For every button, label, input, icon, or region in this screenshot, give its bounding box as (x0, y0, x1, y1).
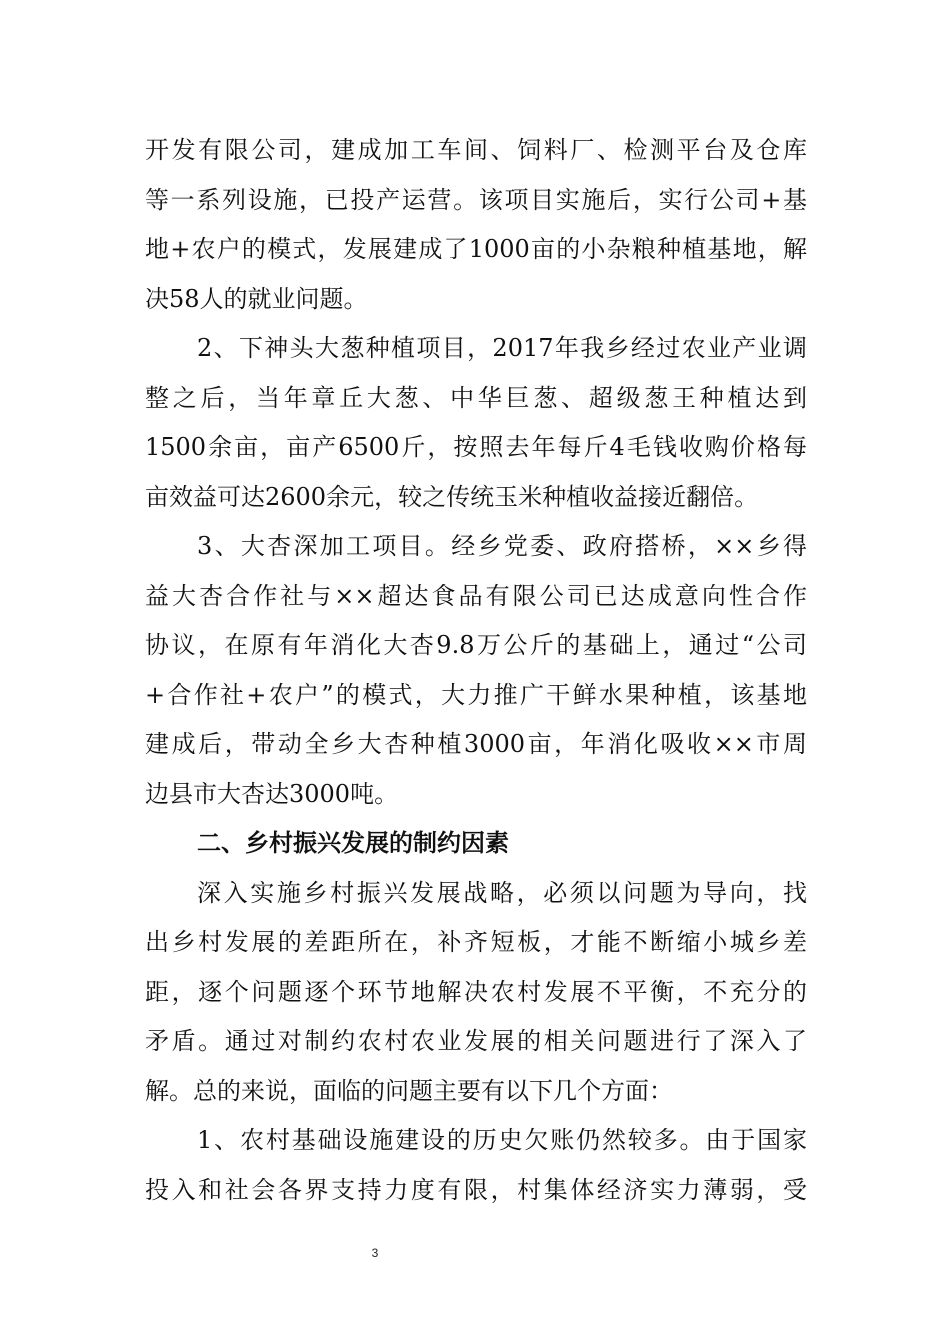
paragraph-line: 地+农户的模式，发展建成了1000亩的小杂粮种植基地，解 (145, 235, 807, 263)
paragraph-line: 建成后，带动全乡大杏种植3000亩，年消化吸收××市周 (145, 730, 807, 758)
paragraph-line: 2、下神头大葱种植项目，2017年我乡经过农业产业调 (197, 334, 807, 362)
paragraph-line: 深入实施乡村振兴发展战略，必须以问题为导向，找 (197, 878, 807, 907)
paragraph-line: 投入和社会各界支持力度有限，村集体经济实力薄弱，受 (145, 1175, 807, 1204)
document-body (145, 126, 807, 1215)
paragraph-line: +合作社+农户”的模式，大力推广干鲜水果种植，该基地 (145, 680, 807, 709)
paragraph-line: 整之后，当年章丘大葱、中华巨葱、超级葱王种植达到 (145, 383, 807, 412)
paragraph-line: 亩效益可达2600余元，较之传统玉米种植收益接近翻倍。 (145, 482, 759, 511)
paragraph-line: 1、农村基础设施建设的历史欠账仍然较多。由于国家 (197, 1126, 807, 1154)
paragraph-line: 3、大杏深加工项目。经乡党委、政府搭桥，××乡得 (197, 532, 807, 560)
paragraph-line: 益大杏合作社与××超达食品有限公司已达成意向性合作 (145, 581, 807, 610)
paragraph-line: 矛盾。通过对制约农村农业发展的相关问题进行了深入了 (145, 1027, 807, 1055)
paragraph-line: 出乡村发展的差距所在，补齐短板，才能不断缩小城乡差 (145, 928, 807, 956)
paragraph-line: 决58人的就业问题。 (145, 284, 368, 313)
paragraph-line: 等一系列设施，已投产运营。该项目实施后，实行公司+基 (145, 185, 807, 214)
paragraph-line: 距，逐个问题逐个环节地解决农村发展不平衡，不充分的 (145, 977, 807, 1006)
paragraph-line: 协议，在原有年消化大杏9.8万公斤的基础上，通过“公司 (145, 631, 807, 659)
paragraph-line: 解。总的来说，面临的问题主要有以下几个方面： (145, 1076, 673, 1105)
paragraph-line: 1500余亩，亩产6500斤，按照去年每斤4毛钱收购价格每 (145, 433, 807, 461)
paragraph-line: 边县市大杏达3000吨。 (145, 779, 399, 808)
paragraph-line: 开发有限公司，建成加工车间、饲料厂、检测平台及仓库 (145, 136, 807, 164)
page-number: 3 (371, 1246, 379, 1260)
section-heading: 二、乡村振兴发展的制约因素 (197, 829, 509, 857)
